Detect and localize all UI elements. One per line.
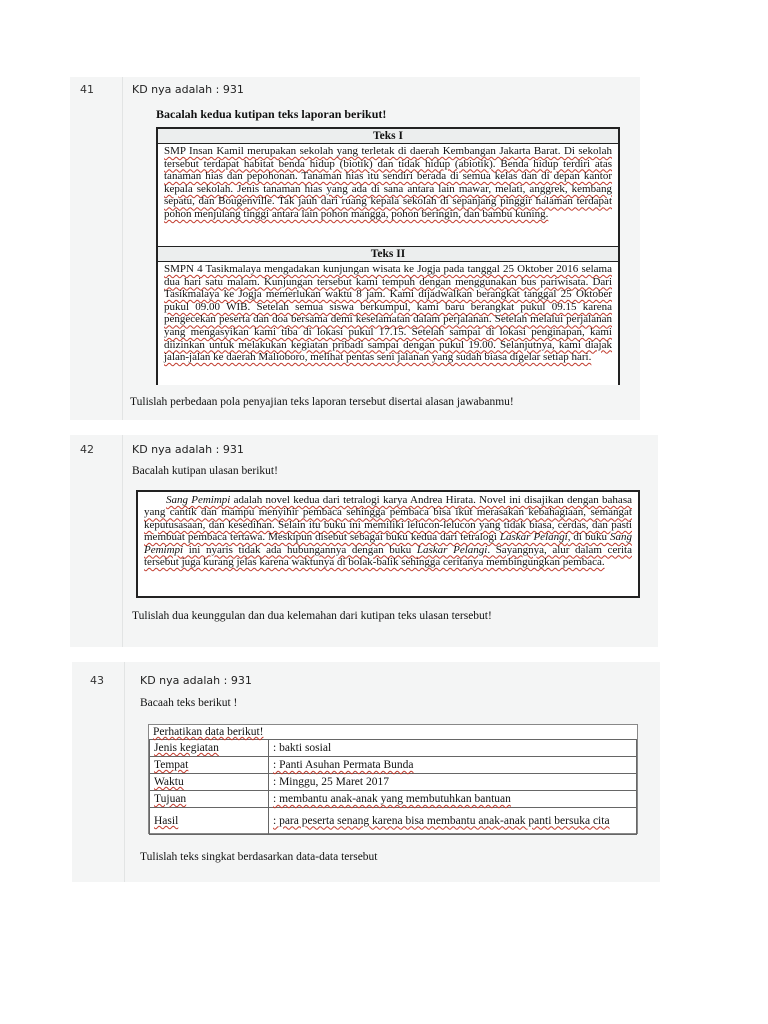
book-title: Laskar Pelangi bbox=[499, 531, 568, 544]
report-texts-box bbox=[156, 127, 620, 385]
row-value: : Minggu, 25 Maret 2017 bbox=[269, 774, 637, 791]
review-box bbox=[136, 490, 640, 598]
kd-label: KD nya adalah : 931 bbox=[132, 83, 244, 96]
kd-label: KD nya adalah : 931 bbox=[132, 443, 244, 456]
teks1-body: SMP Insan Kamil merupakan sekolah yang terletak di daerah Kembangan Jakarta Barat. Di sekolah tersebut terdapat habitat benda hidup (biotik) dan tidak hidup (abiotik). Benda hidup terdiri atas tanaman hias dan pepohonan. Tanaman hias itu sendiri berada di semua kelas dan di depan kantor kepala sekolah. Jenis tanaman hias yang ada di sana antara lain mawar, melati, anggrek, kembang sepatu, dan Bougenville. Tak jauh dari ruang kepala sekolah di sepanjang pinggir halaman terdapat pohon menjulang tinggi antara lain pohon mangga, pohon beringin, dan bambu kuning. bbox=[164, 145, 612, 220]
book-title: Laskar Pelangi bbox=[416, 543, 488, 556]
table-row bbox=[150, 808, 637, 835]
kd-label: KD nya adalah : 931 bbox=[140, 674, 252, 687]
table-row bbox=[150, 740, 637, 757]
question-text: Tulislah perbedaan pola penyajian teks laporan tersebut disertai alasan jawabanmu! bbox=[130, 396, 514, 408]
row-key: Tujuan bbox=[150, 791, 269, 808]
question-text: Tulislah dua keunggulan dan dua kelemahan dari kutipan teks ulasan tersebut! bbox=[132, 610, 492, 622]
review-segment: . Sayangnya, alur dalam cerita tersebut juga kurang jelas karena waktunya di bolak-balik sehingga ceritanya membingungkan pembaca. bbox=[144, 543, 632, 569]
row-key: Hasil bbox=[150, 808, 269, 835]
teks1-title: Teks I bbox=[158, 129, 618, 144]
review-text bbox=[138, 492, 638, 568]
number-column bbox=[70, 435, 123, 647]
review-segment: , di buku bbox=[567, 531, 610, 544]
teks2-body: SMPN 4 Tasikmalaya mengadakan kunjungan wisata ke Jogja pada tanggal 25 Oktober 2016 selama dua hari satu malam. Kunjungan tersebut kami tempuh dengan menggunakan bus pariwisata. Dari Tasikmalaya ke Jogja memerlukan waktu 8 jam. Kami dijadwalkan berangkat tanggal 25 Oktober pukul 09.00 WIB. Setelah semua siswa berkumpul, kami baru berangkat pukul 09.15 karena pengecekan peserta dan doa bersama demi keselamatan dalam perjalanan. Setelah melalui perjalanan yang mengasyikan kami tiba di lokasi pukul 17.15. Setelah sampai di lokasi penginapan, kami diizinkan untuk melakukan kegiatan pribadi sampai dengan pukul 19.00. Selanjutnya, kami diajak jalan-jalan ke daerah Malioboro, melihat pentas seni jalanan yang sudah biasa digelar setiap hari. bbox=[164, 263, 612, 364]
instruction: Bacalah kutipan ulasan berikut! bbox=[132, 465, 278, 477]
data-table-box bbox=[148, 724, 638, 834]
book-title: Sang Pemimpi bbox=[144, 531, 632, 556]
row-value: : bakti sosial bbox=[269, 740, 637, 757]
question-card-43 bbox=[72, 662, 660, 882]
book-title: Sang Pemimpi bbox=[166, 494, 231, 506]
question-text: Tulislah teks singkat berdasarkan data-data tersebut bbox=[140, 851, 378, 863]
number-column bbox=[70, 77, 123, 420]
table-row bbox=[150, 757, 637, 774]
question-number: 41 bbox=[80, 83, 94, 96]
number-column bbox=[72, 662, 125, 882]
review-segment: adalah novel kedua dari tetralogi karya Andrea Hirata. Novel ini disajikan dengan bahasa yang cantik dan mampu menyihir pembaca sehingga pembaca bisa ikut merasakan kebahagiaan, semangat keputusasaan, dan kesedihan. Selain itu buku ini memiliki lelucon-lelucon yang tidak biasa, cerdas, dan pasti membuat pembaca tertawa. Meskipun disebut sebagai buku kedua dari tetralogi bbox=[144, 494, 632, 544]
table-row bbox=[150, 791, 637, 808]
question-card-42 bbox=[70, 435, 658, 647]
question-number: 42 bbox=[80, 443, 94, 456]
table-title: Perhatikan data berikut! bbox=[153, 726, 264, 738]
instruction: Bacaah teks berikut ! bbox=[140, 697, 238, 709]
data-table bbox=[149, 739, 637, 835]
row-value: : para peserta senang karena bisa membantu anak-anak panti bersuka cita bbox=[269, 808, 637, 835]
question-number: 43 bbox=[90, 674, 104, 687]
row-key: Jenis kegiatan bbox=[150, 740, 269, 757]
row-key: Tempat bbox=[150, 757, 269, 774]
row-key: Waktu bbox=[150, 774, 269, 791]
review-segment: ini nyaris tidak ada hubungannya dengan buku bbox=[183, 543, 417, 556]
question-card-41 bbox=[70, 77, 640, 420]
table-row bbox=[150, 774, 637, 791]
row-value: : Panti Asuhan Permata Bunda bbox=[269, 757, 637, 774]
row-value: : membantu anak-anak yang membutuhkan bantuan bbox=[269, 791, 637, 808]
teks2-title: Teks II bbox=[158, 247, 618, 262]
instruction: Bacalah kedua kutipan teks laporan berikut! bbox=[156, 107, 387, 121]
